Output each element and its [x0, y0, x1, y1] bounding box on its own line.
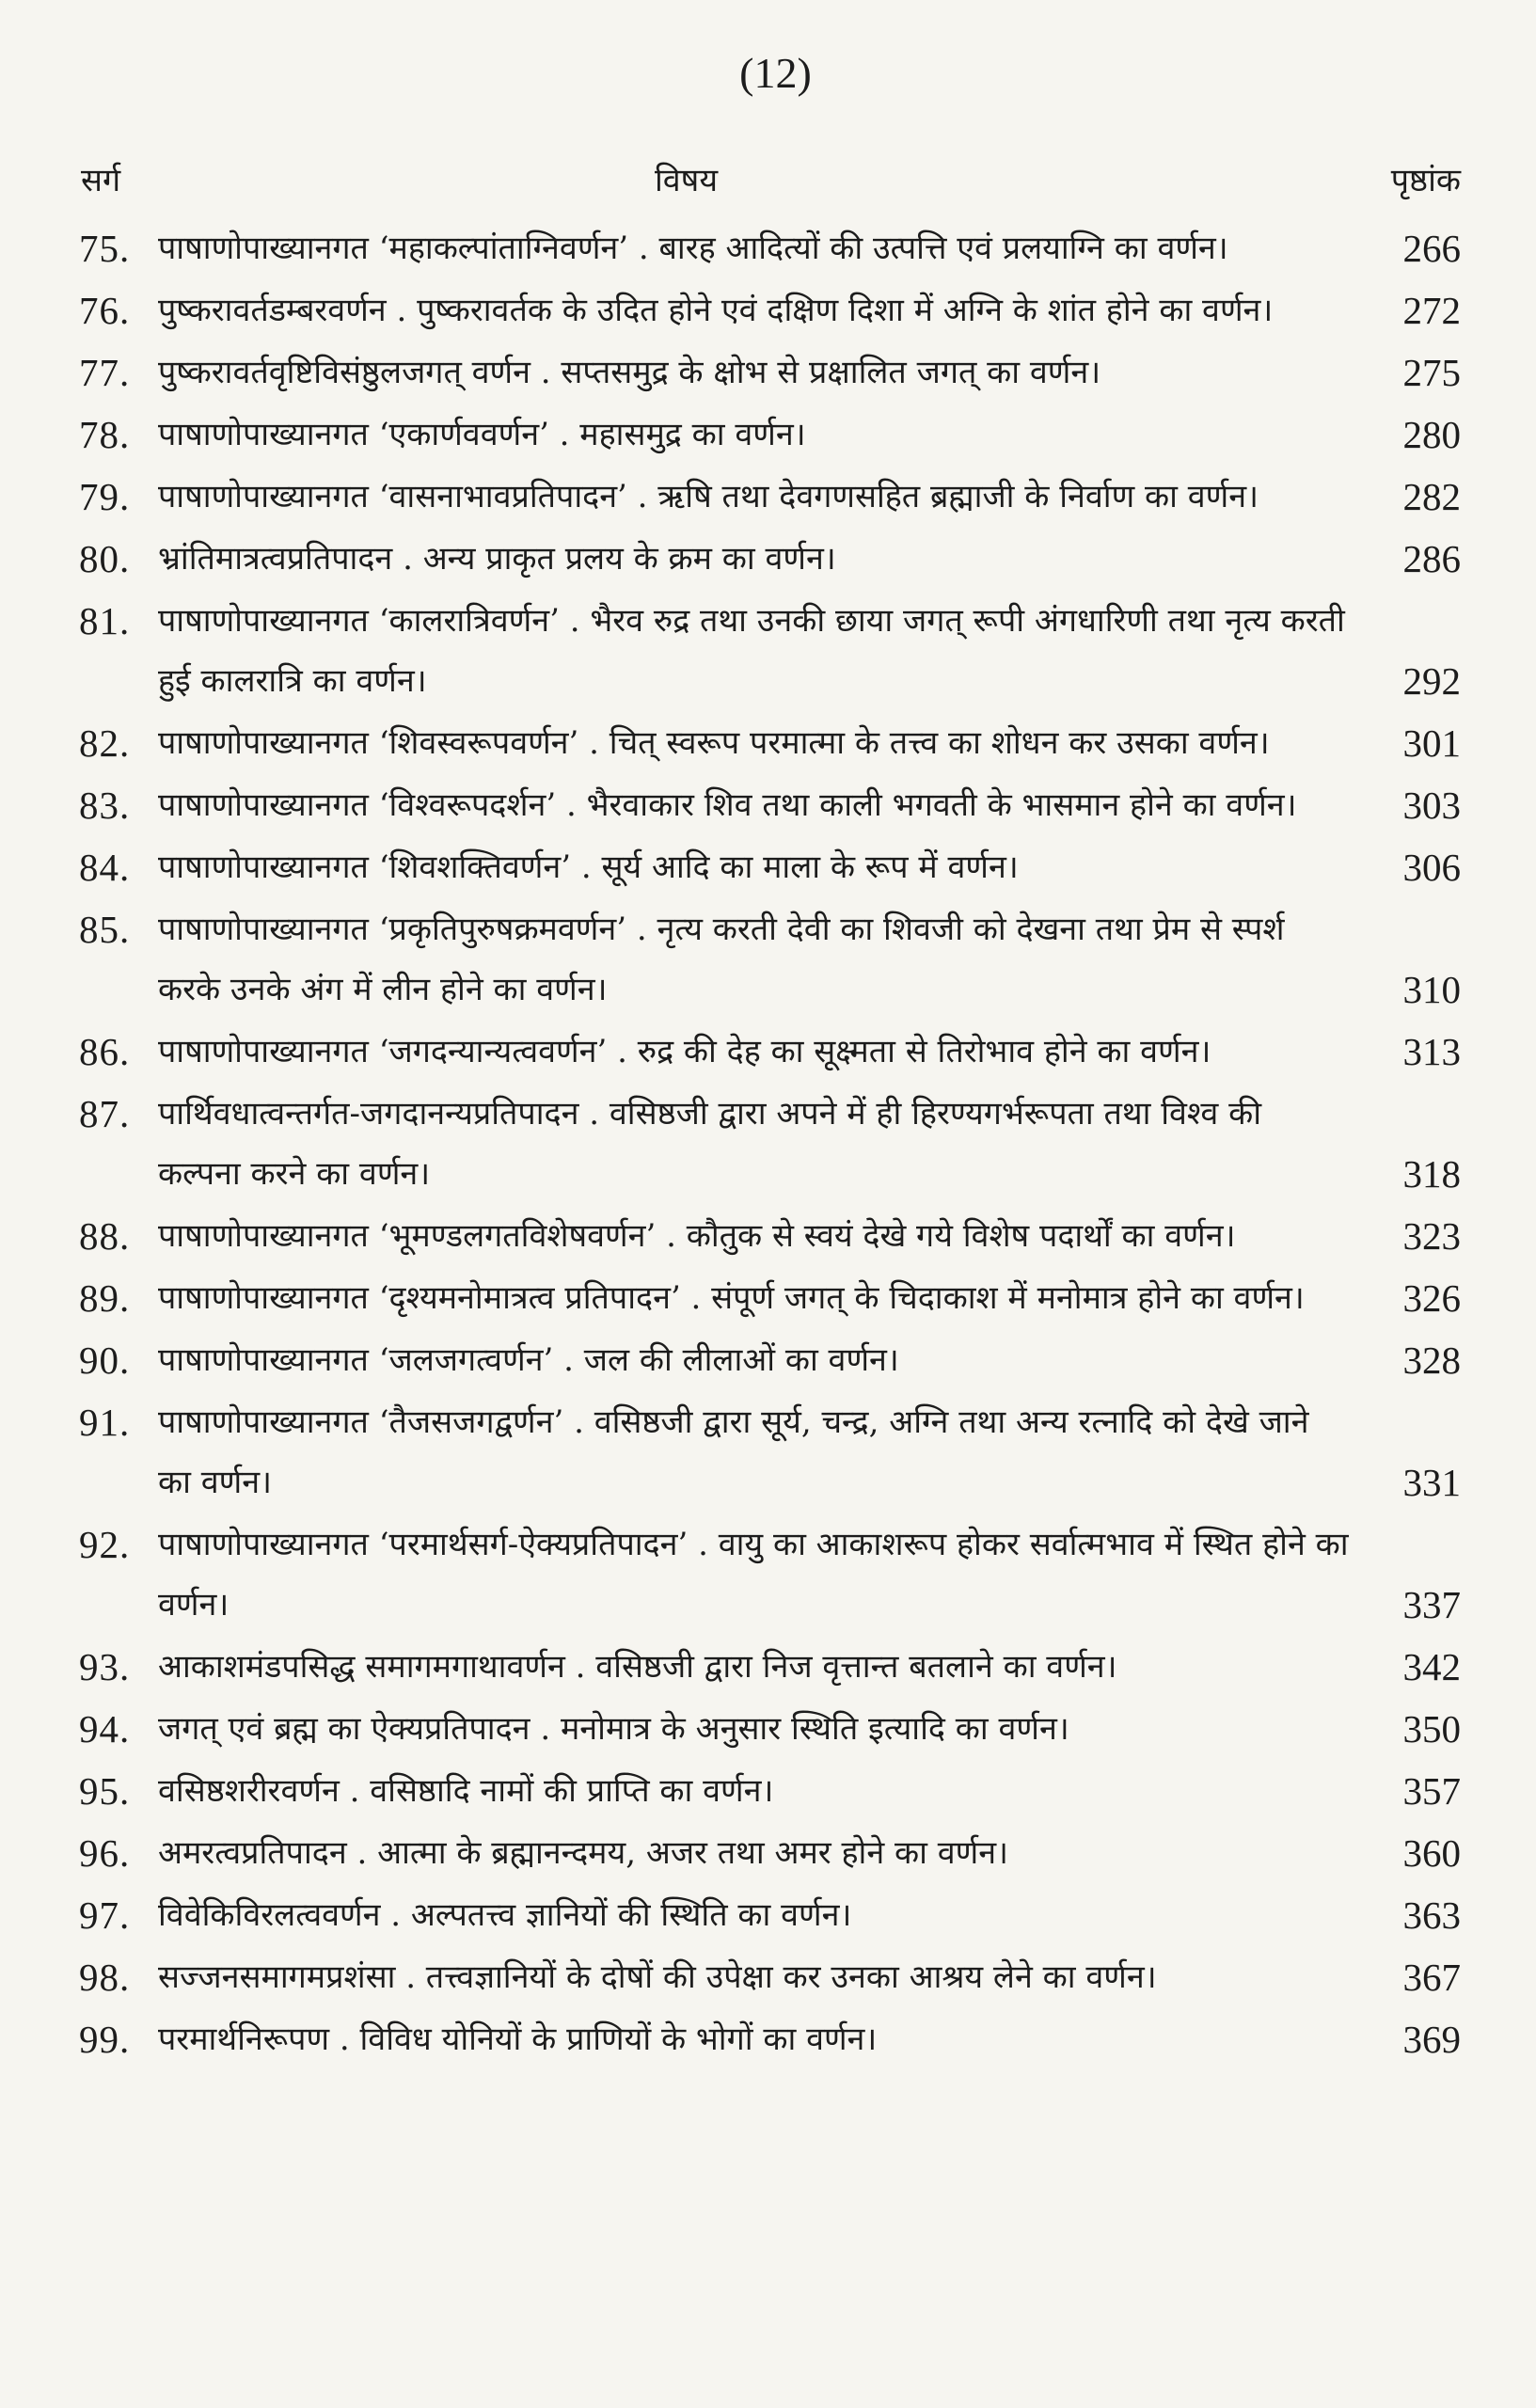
- entry-number: 97.: [79, 1893, 131, 1937]
- entry-title: पाषाणोपाख्यानगत ‘विश्वरूपदर्शन’ . भैरवाकार शिव तथा काली भगवती के भासमान होने का वर्णन।: [158, 786, 1297, 824]
- entry-number: 98.: [79, 1956, 131, 1999]
- entry-page-number: 318: [1402, 1152, 1461, 1196]
- entry-title: भ्रांतिमात्रत्वप्रतिपादन . अन्य प्राकृत प्रलय के क्रम का वर्णन।: [158, 540, 836, 578]
- entry-title: सज्जनसमागमप्रशंसा . तत्त्वज्ञानियों के दोषों की उपेक्षा कर उनका आश्रय लेने का वर्णन।: [158, 1958, 1157, 1996]
- entry-title: पाषाणोपाख्यानगत ‘परमार्थसर्ग-ऐक्यप्रतिपादन’ . वायु का आकाशरूप होकर सर्वात्मभाव में स्थित होने का वर्णन।: [158, 1526, 1349, 1624]
- entry-title: पाषाणोपाख्यानगत ‘तैजसजगद्वर्णन’ . वसिष्ठजी द्वारा सूर्य, चन्द्र, अग्नि तथा अन्य रत्नादि को देखे जाने का वर्णन।: [158, 1403, 1309, 1501]
- entry-page-number: 326: [1402, 1276, 1461, 1320]
- toc-entry: [79, 1022, 1461, 1082]
- entry-page-number: 266: [1402, 227, 1461, 270]
- entry-title: पाषाणोपाख्यानगत ‘एकार्णववर्णन’ . महासमुद्र का वर्णन।: [158, 416, 806, 453]
- entry-title: पुष्करावर्तडम्बरवर्णन . पुष्करावर्तक के उदित होने एवं दक्षिण दिशा में अग्नि के शांत होने का वर्णन।: [158, 292, 1274, 329]
- entry-number: 93.: [79, 1645, 131, 1688]
- entry-page-number: 331: [1402, 1461, 1461, 1504]
- entry-page-number: 275: [1402, 351, 1461, 394]
- entry-page-number: 272: [1402, 289, 1461, 332]
- entry-title: पार्थिवधात्वन्तर्गत-जगदानन्यप्रतिपादन . वसिष्ठजी द्वारा अपने में ही हिरण्यगर्भरूपता तथा विश्व की कल्पना करने का वर्णन।: [158, 1095, 1262, 1193]
- toc-entry: [79, 899, 1461, 1020]
- toc-entry: [79, 1823, 1461, 1883]
- toc-entry: [79, 342, 1461, 403]
- toc-entry: [79, 591, 1461, 711]
- entry-page-number: 301: [1402, 721, 1461, 765]
- entry-number: 92.: [79, 1523, 131, 1566]
- entry-number: 85.: [79, 908, 131, 951]
- entry-page-number: 363: [1402, 1893, 1461, 1937]
- entry-page-number: 369: [1402, 2018, 1461, 2061]
- entry-page-number: 313: [1402, 1030, 1461, 1073]
- entry-number: 82.: [79, 721, 131, 765]
- header-prishthank: पृष्ठांक: [1390, 162, 1461, 199]
- entry-title: पाषाणोपाख्यानगत ‘शिवस्वरूपवर्णन’ . चित् स्वरूप परमात्मा के तत्त्व का शोधन कर उसका वर्णन।: [158, 724, 1270, 762]
- toc-entry: [79, 1637, 1461, 1697]
- entry-number: 94.: [79, 1707, 131, 1751]
- toc-entry: [79, 1268, 1461, 1328]
- entry-title: पाषाणोपाख्यानगत ‘महाकल्पांताग्निवर्णन’ . बारह आदित्यों की उत्पत्ति एवं प्रलयाग्नि का वर्णन।: [158, 230, 1228, 267]
- entry-title: पाषाणोपाख्यानगत ‘दृश्यमनोमात्रत्व प्रतिपादन’ . संपूर्ण जगत् के चिदाकाश में मनोमात्र होने का वर्णन।: [158, 1279, 1305, 1317]
- toc-entry: [79, 775, 1461, 835]
- entry-number: 89.: [79, 1276, 131, 1320]
- entry-page-number: 357: [1402, 1769, 1461, 1813]
- entry-title: पाषाणोपाख्यानगत ‘वासनाभावप्रतिपादन’ . ऋषि तथा देवगणसहित ब्रह्माजी के निर्वाण का वर्णन।: [158, 478, 1259, 515]
- entry-page-number: 306: [1402, 846, 1461, 889]
- entry-page-number: 328: [1402, 1339, 1461, 1382]
- toc-entry: [79, 1947, 1461, 2007]
- toc-entry: [79, 1084, 1461, 1204]
- entry-page-number: 292: [1402, 659, 1461, 703]
- entry-title: पाषाणोपाख्यानगत ‘कालरात्रिवर्णन’ . भैरव रुद्र तथा उनकी छाया जगत् रूपी अंगधारिणी तथा नृत्य करती हुई कालरात्रि का वर्णन।: [158, 602, 1345, 700]
- entry-title: वसिष्ठशरीरवर्णन . वसिष्ठादि नामों की प्राप्ति का वर्णन।: [158, 1772, 774, 1810]
- entry-title: अमरत्वप्रतिपादन . आत्मा के ब्रह्मानन्दमय, अजर तथा अमर होने का वर्णन।: [158, 1834, 1009, 1872]
- toc-entry: [79, 1885, 1461, 1945]
- entry-title: पाषाणोपाख्यानगत ‘शिवशक्तिवर्णन’ . सूर्य आदि का माला के रूप में वर्णन।: [158, 848, 1019, 886]
- entry-number: 81.: [79, 599, 131, 642]
- entry-title: पाषाणोपाख्यानगत ‘भूमण्डलगतविशेषवर्णन’ . कौतुक से स्वयं देखे गये विशेष पदार्थों का वर्णन।: [158, 1217, 1236, 1255]
- entry-page-number: 337: [1402, 1583, 1461, 1626]
- toc-entry: [79, 1761, 1461, 1821]
- header-vishay: विषय: [654, 162, 719, 199]
- entry-number: 95.: [79, 1769, 131, 1813]
- toc-entry: [79, 529, 1461, 589]
- entry-number: 96.: [79, 1831, 131, 1875]
- toc-entry: [79, 1699, 1461, 1759]
- entry-title: पाषाणोपाख्यानगत ‘प्रकृतिपुरुषक्रमवर्णन’ . नृत्य करती देवी का शिवजी को देखना तथा प्रेम से स्पर्श करके उनके अंग में लीन होने का वर्णन।: [158, 911, 1285, 1008]
- toc-entry: [79, 467, 1461, 527]
- entry-number: 80.: [79, 537, 131, 580]
- entry-page-number: 310: [1402, 968, 1461, 1011]
- toc-entry: [79, 1392, 1461, 1513]
- entry-title: आकाशमंडपसिद्ध समागमगाथावर्णन . वसिष्ठजी द्वारा निज वृत्तान्त बतलाने का वर्णन।: [158, 1648, 1117, 1686]
- entry-number: 77.: [79, 351, 131, 394]
- page-number: (12): [739, 49, 812, 97]
- entry-number: 78.: [79, 413, 131, 456]
- toc-entry: [79, 837, 1461, 897]
- entry-page-number: 350: [1402, 1707, 1461, 1751]
- entry-number: 86.: [79, 1030, 131, 1073]
- entry-page-number: 360: [1402, 1831, 1461, 1875]
- entry-number: 79.: [79, 475, 131, 518]
- toc-entry: [79, 1330, 1461, 1390]
- entry-title: जगत् एवं ब्रह्म का ऐक्यप्रतिपादन . मनोमात्र के अनुसार स्थिति इत्यादि का वर्णन।: [158, 1710, 1069, 1748]
- entry-page-number: 367: [1402, 1956, 1461, 1999]
- entry-page-number: 303: [1402, 784, 1461, 827]
- toc-entry: [79, 218, 1461, 278]
- entry-page-number: 282: [1402, 475, 1461, 518]
- entry-title: पुष्करावर्तवृष्टिविसंष्ठुलजगत् वर्णन . सप्तसमुद्र के क्षोभ से प्रक्षालित जगत् का वर्णन।: [158, 354, 1101, 391]
- header-sarga: सर्ग: [81, 162, 121, 199]
- entry-number: 84.: [79, 846, 131, 889]
- entry-number: 76.: [79, 289, 131, 332]
- column-header-row: [79, 145, 1461, 213]
- entry-number: 99.: [79, 2018, 131, 2061]
- entry-number: 90.: [79, 1339, 131, 1382]
- entry-number: 75.: [79, 227, 131, 270]
- entry-page-number: 323: [1402, 1214, 1461, 1258]
- entry-page-number: 342: [1402, 1645, 1461, 1688]
- entry-number: 87.: [79, 1092, 131, 1135]
- toc-entry: [79, 1206, 1461, 1266]
- entry-number: 91.: [79, 1401, 131, 1444]
- toc-entry: [79, 713, 1461, 773]
- table-of-contents: [79, 218, 1461, 2069]
- toc-entry: [79, 404, 1461, 465]
- entry-number: 88.: [79, 1214, 131, 1258]
- entry-title: परमार्थनिरूपण . विविध योनियों के प्राणियों के भोगों का वर्णन।: [158, 2020, 878, 2058]
- entry-number: 83.: [79, 784, 131, 827]
- toc-entry: [79, 280, 1461, 341]
- entry-title: पाषाणोपाख्यानगत ‘जगदन्यान्यत्ववर्णन’ . रुद्र की देह का सूक्ष्मता से तिरोभाव होने का वर्णन।: [158, 1033, 1211, 1070]
- toc-entry: [79, 1514, 1461, 1635]
- toc-entry: [79, 2009, 1461, 2069]
- entry-title: विवेकिविरलत्ववर्णन . अल्पतत्त्व ज्ञानियों की स्थिति का वर्णन।: [158, 1896, 852, 1934]
- entry-title: पाषाणोपाख्यानगत ‘जलजगत्वर्णन’ . जल की लीलाओं का वर्णन।: [158, 1341, 899, 1379]
- entry-page-number: 286: [1402, 537, 1461, 580]
- entry-page-number: 280: [1402, 413, 1461, 456]
